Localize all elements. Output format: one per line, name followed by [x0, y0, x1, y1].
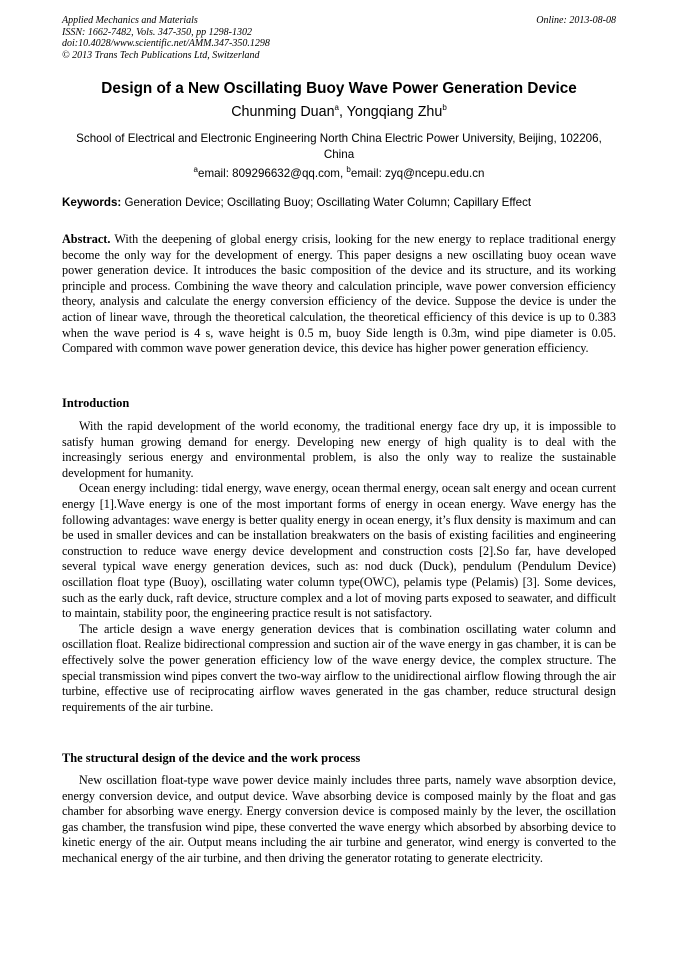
author-emails: [62, 167, 616, 180]
structural-body: [62, 773, 616, 867]
author-separator: ,: [338, 104, 347, 120]
affiliation: School of Electrical and Electronic Engineering North China Electric Power University, Beijing, 102206, China: [76, 132, 602, 161]
journal-header: [62, 15, 616, 61]
email-text: email: zyq@ncepu.edu.cn: [350, 167, 485, 180]
online-date: Online: 2013-08-08: [536, 15, 616, 26]
email-mark: b: [346, 165, 351, 175]
abstract-label: Abstract.: [62, 232, 111, 246]
keywords-label: Keywords:: [62, 196, 122, 209]
author-name: Chunming Duan: [231, 104, 335, 120]
author-list: [62, 104, 616, 120]
email-text: email: 809296632@qq.com,: [198, 167, 347, 180]
author-mark: a: [334, 103, 339, 113]
email-mark: a: [193, 165, 198, 175]
journal-name: Applied Mechanics and Materials: [62, 15, 198, 26]
abstract: [62, 232, 616, 357]
issn-line: ISSN: 1662-7482, Vols. 347-350, pp 1298-1302: [62, 26, 252, 38]
paper-title: Design of a New Oscillating Buoy Wave Power Generation Device: [101, 80, 577, 97]
keywords-text: Generation Device; Oscillating Buoy; Oscillating Water Column; Capillary Effect: [121, 196, 532, 209]
abstract-text: With the deepening of global energy crisis, looking for the new energy to replace traditional energy become the only way for the development of energy. This paper designs a new oscillating buoy ocean wave power generation device. It introduces the basic composition of the device and its structure, and its working principle and process. Combining the wave theory and calculation principle, wave power conversion efficiency theory, analysis and calculate the energy conversion efficiency of the device. Suppose the device is under the action of linear wave, through the theoretical calculation, the theoretical efficiency of this device is up to 0.383 when the wave period is 4 s, wave height is 0.5 m, buoy Side length is 0.3m, wind pipe diameter is 0.05. Compared with common wave power generation device, this device has higher power generation efficiency.: [62, 232, 616, 356]
paragraph: Ocean energy including: tidal energy, wave energy, ocean thermal energy, ocean salt energy and ocean current energy [1].Wave energy is one of the most important forms of energy in ocean energy. Wave energy has the following advantages: wave energy is better quality energy in ocean energy, it’s flux density is maximum and can be used in smaller devices and can be installation breakwaters on the basis of existing facilities and engineering construction to reduce wave energy device development and construction costs [2].So far, have developed several typical wave energy generation devices, such as: nod duck (Duck), pendulum (Pendulum Device) oscillation float type (Buoy), oscillating water column type(OWC), pelamis type (Pelamis) [3]. Some devices, such as the early duck, raft device, structure complex and a lot of moving parts exposed to seawater, and difficult to maintain, stability poor, the engineering practice result is not satisfactory.: [62, 481, 616, 621]
paragraph: The article design a wave energy generation devices that is combination oscillating water column and oscillation float. Realize bidirectional compression and suction air of the wave energy in gas chamber, it is can be effectively solve the power generation efficiency low of the wave energy device, the complex structure. The special transmission wind pipes convert the two-way airflow to the unidirectional airflow flowing through the air turbine, effective use of reciprocating airflow waves generated in the gas chamber, reduce structural design requirements of the air turbine.: [62, 621, 616, 714]
paragraph: With the rapid development of the world economy, the traditional energy face dry up, it is impossible to satisfy human growing demand for energy. Developing new energy of high quality is to deal with the increasingly serious energy and environmental problem, is also the only way to realize the sustainable development for humanity.: [62, 419, 616, 480]
section-heading: The structural design of the device and the work process: [62, 751, 361, 765]
paragraph: New oscillation float-type wave power device mainly includes three parts, namely wave absorption device, energy conversion device, and output device. Wave absorbing device is composed mainly by the float and gas chamber for absorbing wave energy. Energy conversion device is composed mainly by the lever, the oscillation gas chamber, the transfusion wind pipe, these converted the wave energy which absorbed by absorbing device to kinetic energy of the air. Output means including the air turbine and generator, wind energy is converted to the mechanical energy of the air turbine, and then driving the generator rotating to generate electricity.: [62, 773, 616, 865]
section-heading: Introduction: [62, 396, 130, 410]
author-mark: b: [442, 103, 447, 113]
copyright-line: © 2013 Trans Tech Publications Ltd, Switzerland: [62, 49, 260, 61]
author-name: Yongqiang Zhu: [346, 104, 443, 120]
introduction-body: [62, 419, 616, 715]
doi-line: doi:10.4028/www.scientific.net/AMM.347-350.1298: [62, 38, 270, 49]
keywords: [62, 196, 616, 209]
